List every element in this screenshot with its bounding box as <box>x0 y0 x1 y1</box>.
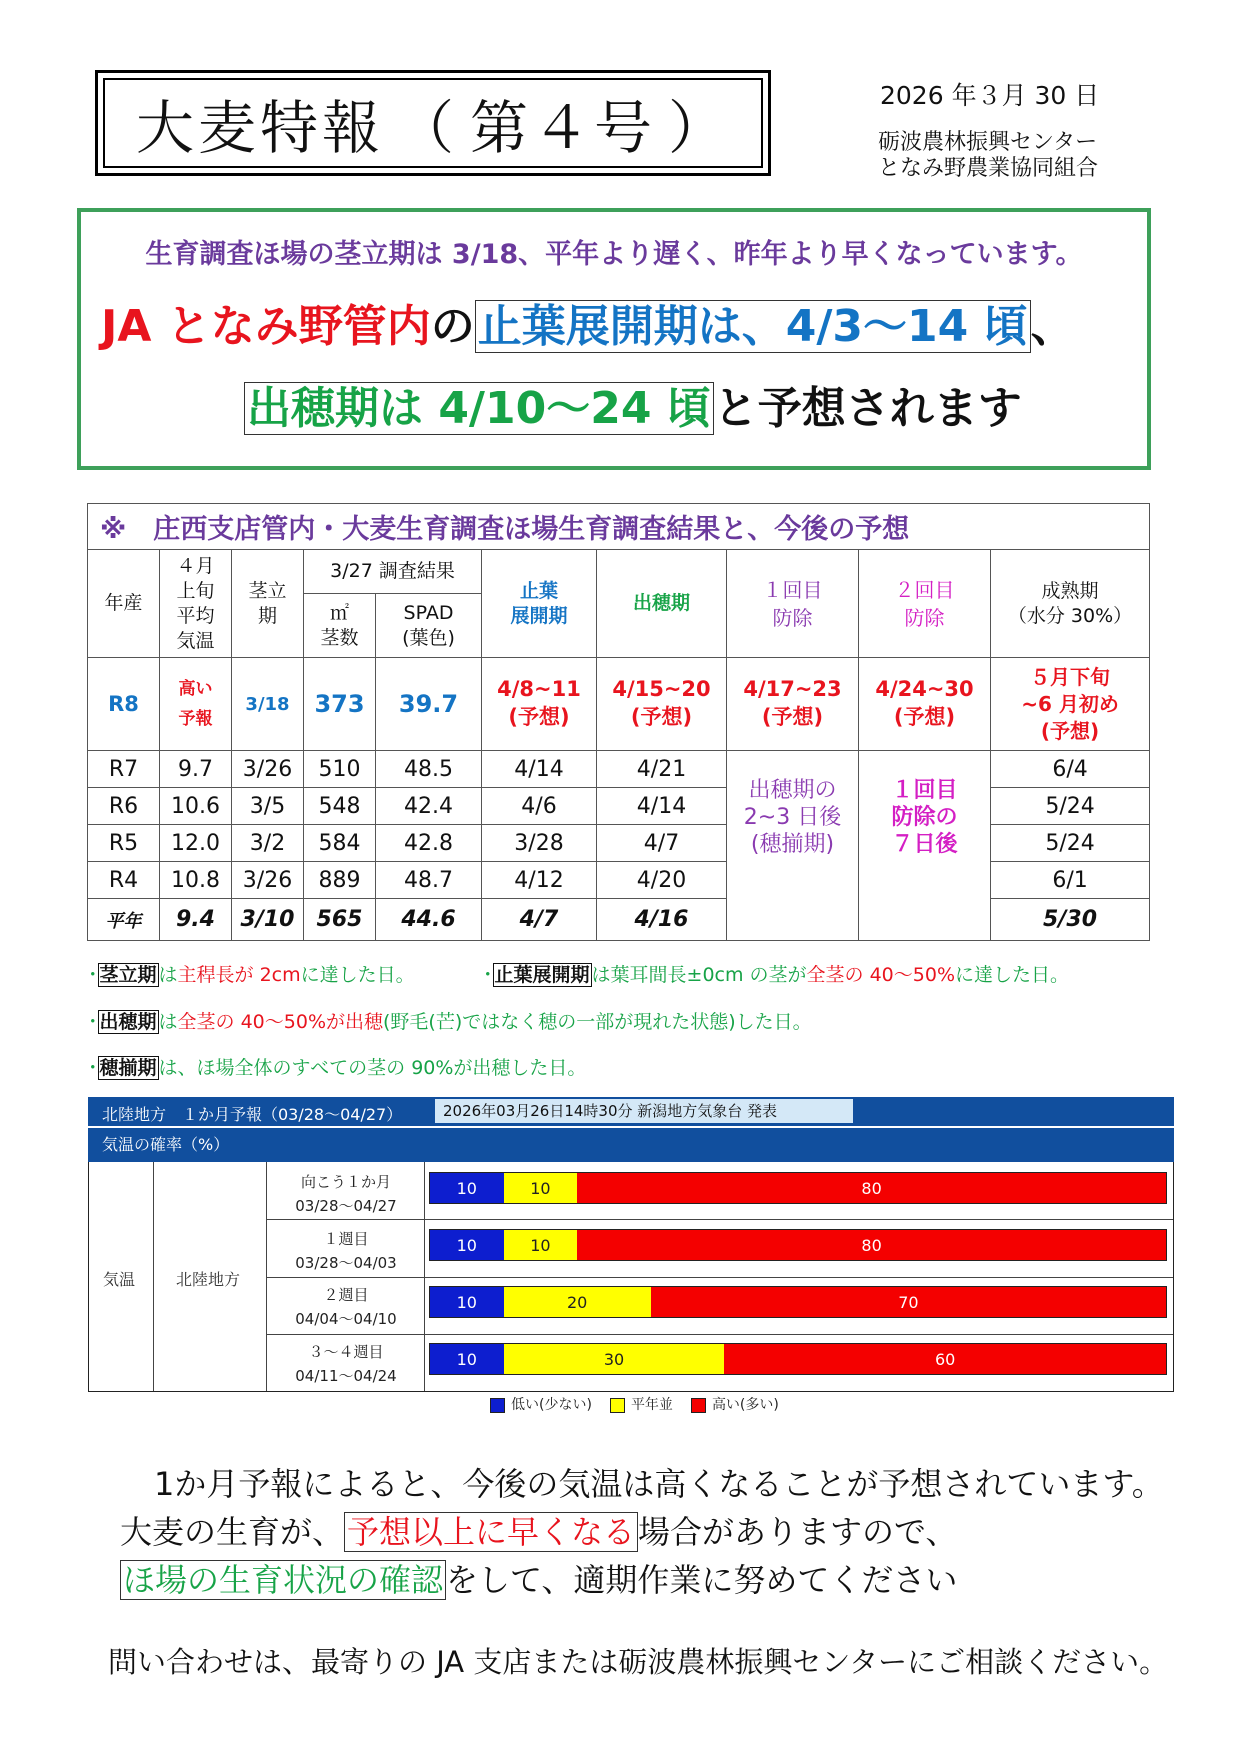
bar-low: 10 <box>430 1344 504 1374</box>
r8-spray1-1: 4/17~23 <box>743 677 842 701</box>
announce-particle: の <box>430 301 475 352</box>
cell-maturity: 5/24 <box>991 788 1150 825</box>
header-spray2-2: 防除 <box>904 605 945 630</box>
r8-spray2-1: 4/24~30 <box>875 677 974 701</box>
def-highlight: 主稈長が 2cm <box>177 964 301 986</box>
header-heading: 出穂期 <box>597 550 727 658</box>
probability-bar <box>429 1286 1167 1318</box>
table-row <box>88 862 1150 899</box>
cell-count: 510 <box>304 751 376 788</box>
cell-temp: 9.7 <box>160 751 232 788</box>
period-dates: 03/28～04/27 <box>295 1197 397 1215</box>
bullet: ･ <box>88 964 98 986</box>
def-text: は <box>158 964 178 986</box>
legend-normal-label: 平年並 <box>630 1397 673 1413</box>
forecast-section-title: 気温の確率（%） <box>88 1128 1174 1162</box>
inquiry-text: 問い合わせは、最寄りの JA 支店または砺波農林振興センターにご相談ください。 <box>108 1645 1169 1679</box>
closing-line3 <box>120 1556 1164 1604</box>
bar-low: 10 <box>430 1173 504 1203</box>
avg-heading: 4/16 <box>597 899 727 941</box>
table-row <box>88 788 1150 825</box>
issue-date: 2026 年３月 30 日 <box>880 81 1100 110</box>
table-row-r8 <box>88 658 1150 751</box>
announce-line3 <box>244 372 1022 436</box>
announce-heading: 出穂期は 4/10～24 頃 <box>244 382 714 435</box>
def-text: に達した日。 <box>955 964 1070 986</box>
probability-bar <box>429 1229 1167 1261</box>
period-label: 向こう１か月 <box>300 1173 391 1191</box>
forecast-header <box>88 1097 1174 1126</box>
title-paren-open: （ <box>395 94 458 162</box>
header-spray1 <box>727 550 859 658</box>
definition-heading <box>88 1007 812 1034</box>
term: 出穂期 <box>99 1011 157 1033</box>
bar-normal: 10 <box>504 1230 578 1260</box>
announce-line2 <box>101 290 1075 354</box>
cell-year: R4 <box>88 862 160 899</box>
header-stem-1: 茎立 <box>248 579 287 602</box>
legend-low <box>490 1394 592 1414</box>
closing-text <box>120 1460 1164 1604</box>
period-dates: 04/11～04/24 <box>295 1367 397 1385</box>
header-maturity-1: 成熟期 <box>1041 579 1099 602</box>
forecast-legend <box>490 1394 779 1414</box>
header-temp-3: 平均 <box>176 604 215 627</box>
header-spray1-2: 防除 <box>772 605 813 630</box>
period-label: １週目 <box>323 1230 369 1248</box>
closing-check: ほ場の生育状況の確認 <box>120 1560 446 1600</box>
cell-flag: 4/6 <box>482 788 597 825</box>
def-highlight: 全茎の 40～50%が出穂 <box>177 1011 383 1033</box>
definition-flag-leaf <box>483 960 1069 987</box>
r8-heading-2: (予想) <box>630 705 693 729</box>
cell-stem: 3/26 <box>232 862 304 899</box>
legend-swatch-low <box>490 1398 505 1413</box>
bar-low: 10 <box>430 1230 504 1260</box>
header-count <box>304 594 376 658</box>
title-issue: 第４号 <box>470 94 657 162</box>
cell-year: R7 <box>88 751 160 788</box>
cell-maturity: 6/1 <box>991 862 1150 899</box>
spray1-note-3: (穂揃期) <box>750 832 835 857</box>
r8-year: R8 <box>88 658 160 751</box>
r8-temp <box>160 658 232 751</box>
bar-high: 80 <box>577 1173 1166 1203</box>
period-label: ２週目 <box>323 1286 369 1304</box>
cell-count: 889 <box>304 862 376 899</box>
legend-high-label: 高い(多い) <box>711 1397 779 1413</box>
legend-high <box>691 1394 779 1414</box>
cell-heading: 4/20 <box>597 862 727 899</box>
closing-text-part: 大麦の生育が、 <box>120 1513 345 1551</box>
r8-count: 373 <box>304 658 376 751</box>
cell-flag: 4/12 <box>482 862 597 899</box>
probability-bar <box>429 1172 1167 1204</box>
spray1-note-1: 出穂期の <box>748 778 837 803</box>
row-divider <box>267 1277 1173 1278</box>
spray1-note <box>727 751 859 941</box>
header-temp <box>160 550 232 658</box>
cell-year: R5 <box>88 825 160 862</box>
table-row <box>88 751 1150 788</box>
header-count-1: ㎡ <box>329 601 349 624</box>
announce-area: JA となみ野管内 <box>101 301 431 352</box>
table-caption: ※ 庄西支店管内・大麦生育調査ほ場生育調査結果と、今後の予想 <box>88 504 1150 550</box>
forecast-element: 気温 <box>103 1270 136 1289</box>
header-count-2: 茎数 <box>320 626 359 649</box>
closing-warning: 予想以上に早くなる <box>344 1512 638 1552</box>
def-highlight: 全茎の 40～50% <box>806 964 955 986</box>
bar-low: 10 <box>430 1287 504 1317</box>
spray2-note-1: １回目 <box>891 778 958 803</box>
definition-stem <box>88 960 415 987</box>
org-2: となみ野農業協同組合 <box>878 156 1099 181</box>
forecast-period <box>267 1170 425 1218</box>
def-text: は、ほ場全体のすべての茎の 90%が出穂した日。 <box>158 1057 587 1079</box>
announce-flag-leaf: 止葉展開期は、4/3～14 頃 <box>475 300 1031 353</box>
bar-high: 80 <box>577 1230 1166 1260</box>
bullet: ･ <box>88 1057 98 1079</box>
cell-stem: 3/5 <box>232 788 304 825</box>
header-spad-2: (葉色) <box>402 626 455 649</box>
row-divider <box>267 1334 1173 1335</box>
probability-bar <box>429 1343 1167 1375</box>
header-flag-2: 展開期 <box>510 604 568 627</box>
cell-spad: 42.4 <box>376 788 482 825</box>
cell-maturity: 6/4 <box>991 751 1150 788</box>
announce-comma: 、 <box>1030 301 1075 352</box>
cell-flag: 4/14 <box>482 751 597 788</box>
def-text: は葉耳間長±0cm の茎が <box>591 964 807 986</box>
cell-temp: 10.8 <box>160 862 232 899</box>
header-spray2 <box>859 550 991 658</box>
bullet: ･ <box>483 964 493 986</box>
forecast-grid <box>88 1162 1174 1392</box>
r8-spad: 39.7 <box>376 658 482 751</box>
closing-text-part: 場合がありますので、 <box>638 1513 958 1551</box>
announcement-box <box>77 208 1151 470</box>
forecast-published: 2026年03月26日14時30分 新潟地方気象台 発表 <box>435 1099 853 1123</box>
cell-count: 584 <box>304 825 376 862</box>
header-stem-2: 期 <box>257 604 277 627</box>
r8-temp-2: 予報 <box>178 709 213 729</box>
r8-spray1 <box>727 658 859 751</box>
publisher <box>878 130 1098 182</box>
cell-stem: 3/26 <box>232 751 304 788</box>
avg-stem: 3/10 <box>232 899 304 941</box>
spray1-note-2: 2~3 日後 <box>743 805 842 830</box>
cell-count: 548 <box>304 788 376 825</box>
announce-line1: 生育調査ほ場の茎立期は 3/18、平年より遅く、昨年より早くなっています。 <box>145 239 1083 270</box>
forecast-period <box>267 1283 425 1331</box>
r8-temp-1: 高い <box>178 679 213 699</box>
row-divider <box>267 1219 1173 1220</box>
forecast-region: 北陸地方 <box>176 1270 241 1289</box>
bar-normal: 30 <box>504 1344 725 1374</box>
legend-normal <box>610 1394 673 1414</box>
header-spad-1: SPAD <box>403 601 454 624</box>
cell-temp: 12.0 <box>160 825 232 862</box>
header-temp-2: 上旬 <box>176 579 215 602</box>
r8-flag-1: 4/8~11 <box>497 677 581 701</box>
header-spad <box>376 594 482 658</box>
r8-maturity-2: ~6 月初め <box>1021 691 1119 716</box>
table-row-average <box>88 899 1150 941</box>
r8-maturity <box>991 658 1150 751</box>
def-text: (野毛(芒)ではなく穂の一部が現れた状態)した日。 <box>383 1011 812 1033</box>
header-spray2-1: ２回目 <box>894 577 955 602</box>
announce-tail: と予想されます <box>713 383 1022 434</box>
term: 穂揃期 <box>99 1057 157 1079</box>
closing-text-part: をして、適期作業に努めてください <box>446 1561 958 1599</box>
header-temp-4: 気温 <box>176 629 215 652</box>
bar-high: 60 <box>724 1344 1166 1374</box>
avg-maturity: 5/30 <box>991 899 1150 941</box>
bar-high: 70 <box>651 1287 1166 1317</box>
bullet: ･ <box>88 1011 98 1033</box>
spray2-note-3: ７日後 <box>891 832 958 857</box>
term: 茎立期 <box>99 964 157 986</box>
title-box <box>95 70 771 176</box>
avg-spad: 44.6 <box>376 899 482 941</box>
title-paren-close: ） <box>668 94 731 162</box>
org-1: 砺波農林振興センター <box>878 130 1098 155</box>
header-flag-leaf <box>482 550 597 658</box>
legend-swatch-normal <box>610 1398 625 1413</box>
definition-full-heading <box>88 1053 586 1080</box>
header-maturity-2: （水分 30%） <box>1007 604 1133 627</box>
r8-heading <box>597 658 727 751</box>
bar-normal: 20 <box>504 1287 651 1317</box>
avg-count: 565 <box>304 899 376 941</box>
r8-flag <box>482 658 597 751</box>
cell-heading: 4/21 <box>597 751 727 788</box>
cell-year: R6 <box>88 788 160 825</box>
r8-stem: 3/18 <box>232 658 304 751</box>
header-flag-1: 止葉 <box>519 579 558 602</box>
spray2-note <box>859 751 991 941</box>
results-table <box>87 503 1150 941</box>
header-spray1-1: １回目 <box>762 577 823 602</box>
avg-temp: 9.4 <box>160 899 232 941</box>
legend-low-label: 低い(少ない) <box>511 1397 592 1413</box>
period-dates: 04/04～04/10 <box>295 1310 397 1328</box>
r8-heading-1: 4/15~20 <box>612 677 711 701</box>
def-text: は <box>158 1011 178 1033</box>
header-survey: 3/27 調査結果 <box>304 550 482 594</box>
cell-heading: 4/14 <box>597 788 727 825</box>
r8-maturity-3: (予想) <box>1040 718 1100 743</box>
forecast-period <box>267 1340 425 1388</box>
header-stem <box>232 550 304 658</box>
r8-maturity-1: ５月下旬 <box>1030 664 1111 689</box>
avg-flag: 4/7 <box>482 899 597 941</box>
header-maturity <box>991 550 1150 658</box>
cell-spad: 48.5 <box>376 751 482 788</box>
table-row <box>88 825 1150 862</box>
cell-spad: 48.7 <box>376 862 482 899</box>
cell-flag: 3/28 <box>482 825 597 862</box>
title-main: 大麦特報 <box>135 94 384 162</box>
cell-maturity: 5/24 <box>991 825 1150 862</box>
header-temp-1: ４月 <box>176 554 215 577</box>
r8-spray1-2: (予想) <box>761 705 824 729</box>
r8-spray2 <box>859 658 991 751</box>
cell-stem: 3/2 <box>232 825 304 862</box>
forecast-period <box>267 1227 425 1275</box>
header-year: 年産 <box>88 550 160 658</box>
closing-line2 <box>120 1508 1164 1556</box>
cell-heading: 4/7 <box>597 825 727 862</box>
closing-line1: 1か月予報によると、今後の気温は高くなることが予想されています。 <box>154 1465 1164 1503</box>
legend-swatch-high <box>691 1398 706 1413</box>
title <box>103 78 763 168</box>
spray2-note-2: 防除の <box>891 805 958 830</box>
def-text: に達した日。 <box>300 964 415 986</box>
cell-temp: 10.6 <box>160 788 232 825</box>
avg-year: 平年 <box>88 899 160 941</box>
r8-flag-2: (予想) <box>508 705 570 729</box>
r8-spray2-2: (予想) <box>893 705 956 729</box>
bar-normal: 10 <box>504 1173 578 1203</box>
cell-spad: 42.8 <box>376 825 482 862</box>
period-dates: 03/28～04/03 <box>295 1254 397 1272</box>
period-label: ３～４週目 <box>308 1343 384 1361</box>
forecast-title: 北陸地方 １か月予報（03/28～04/27） <box>102 1105 403 1124</box>
term: 止葉展開期 <box>494 964 590 986</box>
